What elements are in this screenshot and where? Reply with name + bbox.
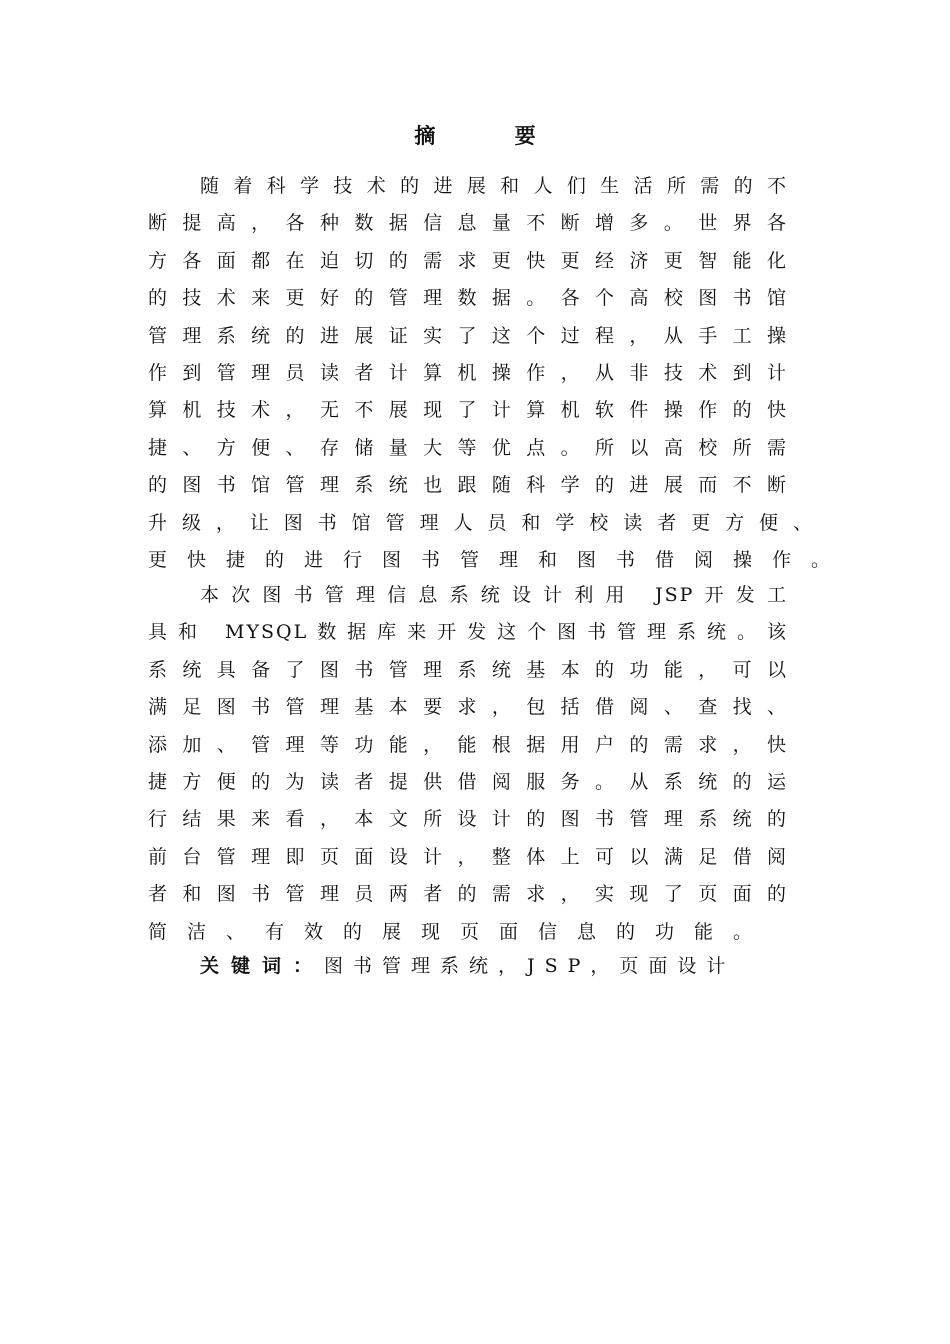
keywords-value: 图书管理系统，JSP，页面设计 [324,955,736,977]
text-line: 方各面都在迫切的需求更快更经济更智能化 [148,249,788,272]
text-line: 算机技术，无不展现了计算机软件操作的快 [148,399,788,422]
abstract-title: 摘 要 [414,124,572,148]
text-line: 随着科学技术的进展和人们生活所需的不 [200,175,788,197]
text-line: 管理系统的进展证实了这个过程，从手工操 [148,324,788,347]
text-line: 前台管理即页面设计，整体上可以满足借阅 [148,845,788,868]
text-line: 系统具备了图书管理系统基本的功能，可以 [148,658,788,681]
text-line: 作到管理员读者计算机操作，从非技术到计 [148,361,788,384]
text-line: 简洁、有效的展现页面信息的功能。 [148,920,773,943]
text-line: 者和图书管理员两者的需求，实现了页面的 [148,883,788,906]
text-line: 捷、方便、存储量大等优点。所以高校所需 [148,436,788,459]
text-line: 具和 MYSQL数据库来开发这个图书管理系统。该 [148,621,788,644]
text-line: 捷方便的为读者提供借阅服务。从系统的运 [148,770,788,793]
keywords-line [200,949,735,983]
text-line: 的图书馆管理系统也跟随科学的进展而不断 [148,474,788,497]
text-line: 本次图书管理信息系统设计利用 JSP开发工 [200,584,788,606]
text-line: 行结果来看，本文所设计的图书管理系统的 [148,808,788,831]
keywords-label: 关键词： [200,955,325,977]
text-line: 升级，让图书馆管理人员和学校读者更方便、 [148,511,814,534]
text-line: 断提高，各种数据信息量不断增多。世界各 [148,212,788,235]
text-line: 添加、管理等功能，能根据用户的需求，快 [148,733,788,756]
abstract-paragraph-1 [148,168,851,579]
text-line: 更快捷的进行图书管理和图书借阅操作。 [148,548,851,571]
text-line: 满足图书管理基本要求，包括借阅、查找、 [148,696,788,719]
text-line: 的技术来更好的管理数据。各个高校图书馆 [148,287,788,310]
abstract-paragraph-2 [148,577,788,951]
